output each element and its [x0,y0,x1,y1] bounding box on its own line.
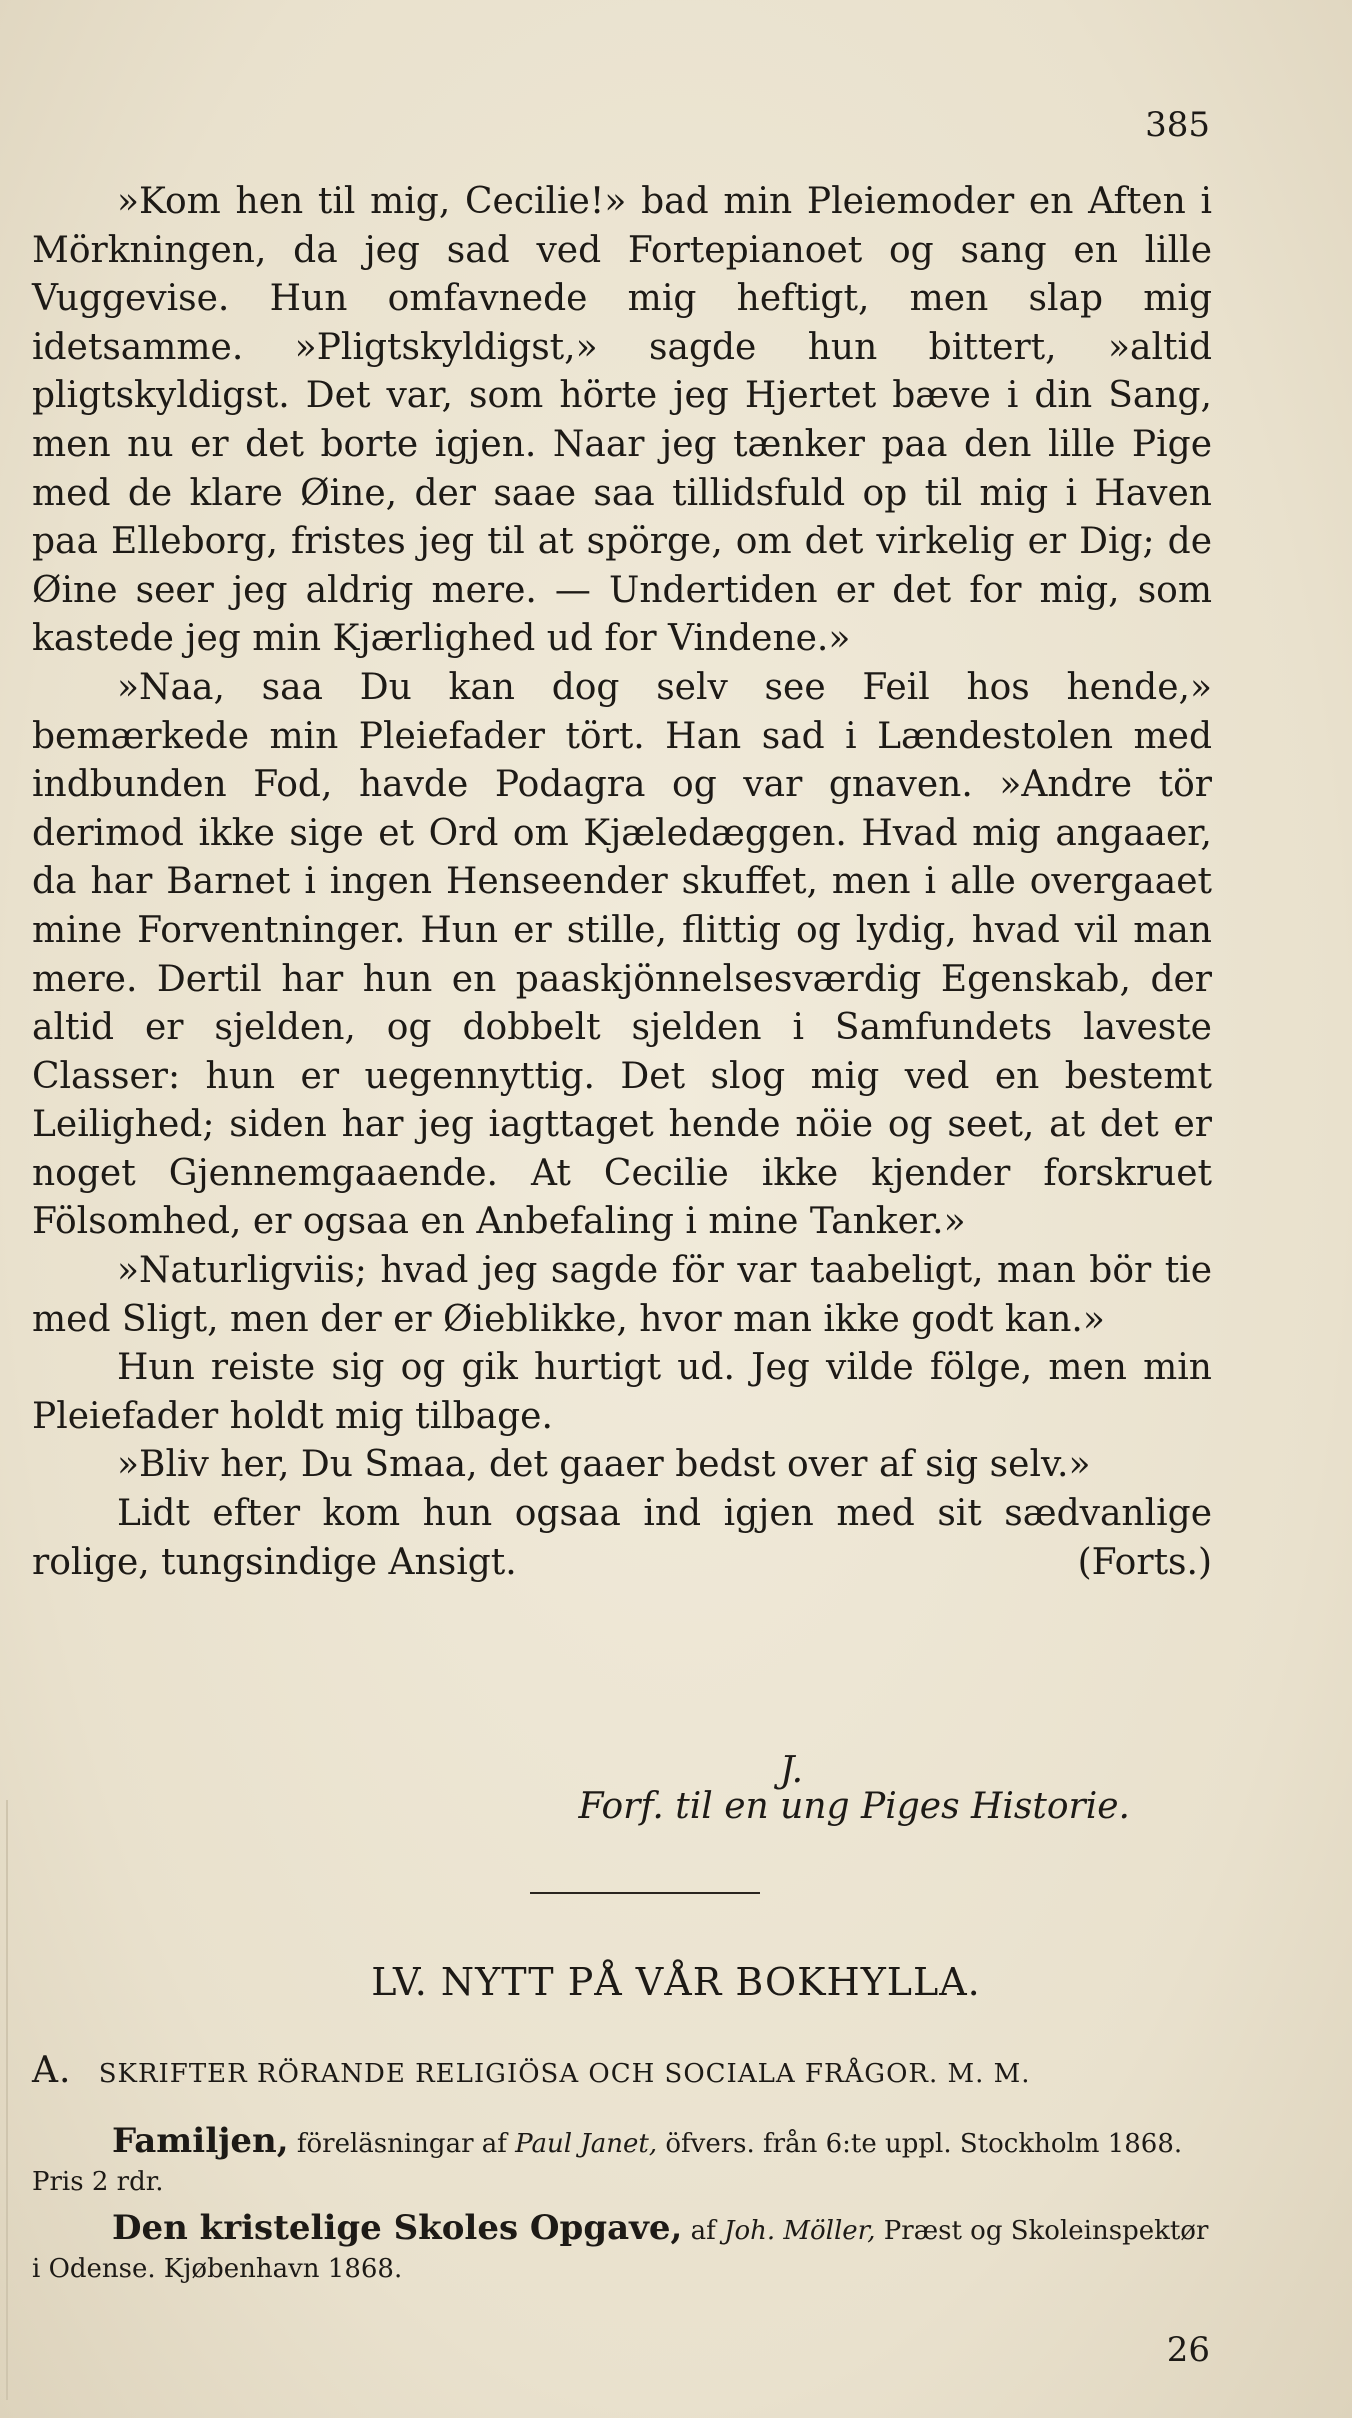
book-info: föreläsningar af [288,2129,516,2159]
book-details: Præst og Skoleinspektør i Odense. Kjøbenhavn 1868. [32,2216,1209,2284]
book-entry [32,2209,1212,2288]
section-subheading [32,2050,1212,2091]
signature-mark: 26 [1166,2330,1210,2370]
book-entry [32,2122,1212,2201]
continued-note: (Forts.) [1077,1541,1212,1583]
page-number: 385 [1145,105,1210,145]
page-edge-shadow [6,1800,8,2400]
section-divider [530,1892,760,1894]
main-text [32,178,1212,1587]
author-note: Forf. til en ung Piges Historie. [578,1786,1130,1827]
book-author: Joh. Möller, [724,2216,876,2246]
author-signature: J. [780,1750,804,1791]
paragraph-text: Lidt efter kom hun ogsaa ind igjen med sit sædvanlige rolige, tungsindige Ansigt. [32,1493,1212,1583]
subheading-letter: A. [32,2050,72,2091]
paragraph: »Naturligviis; hvad jeg sagde för var taabeligt, man bör tie med Sligt, men der er Øieblikke, hvor man ikke godt kan.» [32,1250,1212,1340]
book-info: af [682,2216,725,2246]
book-list [32,2122,1212,2288]
paragraph-last [32,1490,1212,1587]
section-title: LV. NYTT PÅ VÅR BOKHYLLA. [371,1960,981,2004]
book-title: Den kristelige Skoles Opgave, [112,2208,683,2248]
book-title: Familjen, [112,2121,289,2161]
paragraph: »Bliv her, Du Smaa, det gaaer bedst over af sig selv.» [117,1444,1091,1486]
paragraph: »Naa, saa Du kan dog selv see Feil hos hende,» bemærkede min Pleiefader tört. Han sad i Lændestolen med indbunden Fod, havde Podagra og var gnaven. »Andre tör derimod ikke sige et Ord om Kjæledæggen. Hvad mig angaaer, da har Barnet i ingen Henseender skuffet, men i alle overgaaet mine Forventninger. Hun er stille, flittig og lydig, hvad vil man mere. Dertil har hun en paaskjönnelsesværdig Egenskab, der altid er sjelden, og dobbelt sjelden i Samfundets laveste Classer: hun er uegennyttig. Det slog mig ved en bestemt Leilighed; siden har jeg iagttaget hende nöie og seet, at det er noget Gjennemgaaende. At Cecilie ikke kjender forskruet Fölsomhed, er ogsaa en Anbefaling i mine Tanker.» [32,666,1212,1243]
book-details: öfvers. från 6:te uppl. Stockholm 1868. Pris 2 rdr. [32,2129,1183,2197]
subheading-text: SKRIFTER RÖRANDE RELIGIÖSA OCH SOCIALA FRÅGOR. M. M. [98,2059,1031,2089]
book-author: Paul Janet, [515,2129,658,2159]
paragraph: Hun reiste sig og gik hurtigt ud. Jeg vilde fölge, men min Pleiefader holdt mig tilbage. [32,1347,1212,1437]
paragraph: »Kom hen til mig, Cecilie!» bad min Pleiemoder en Aften i Mörkningen, da jeg sad ved Fortepianoet og sang en lille Vuggevise. Hun omfavnede mig heftigt, men slap mig idetsamme. »Pligtskyldigst,» sagde hun bittert, »altid pligtskyldigst. Det var, som hörte jeg Hjertet bæve i din Sang, men nu er det borte igjen. Naar jeg tænker paa den lille Pige med de klare Øine, der saae saa tillidsfuld op til mig i Haven paa Elleborg, fristes jeg til at spörge, om det virkelig er Dig; de Øine seer jeg aldrig mere. — Undertiden er det for mig, som kastede jeg min Kjærlighed ud for Vindene.» [32,181,1212,660]
